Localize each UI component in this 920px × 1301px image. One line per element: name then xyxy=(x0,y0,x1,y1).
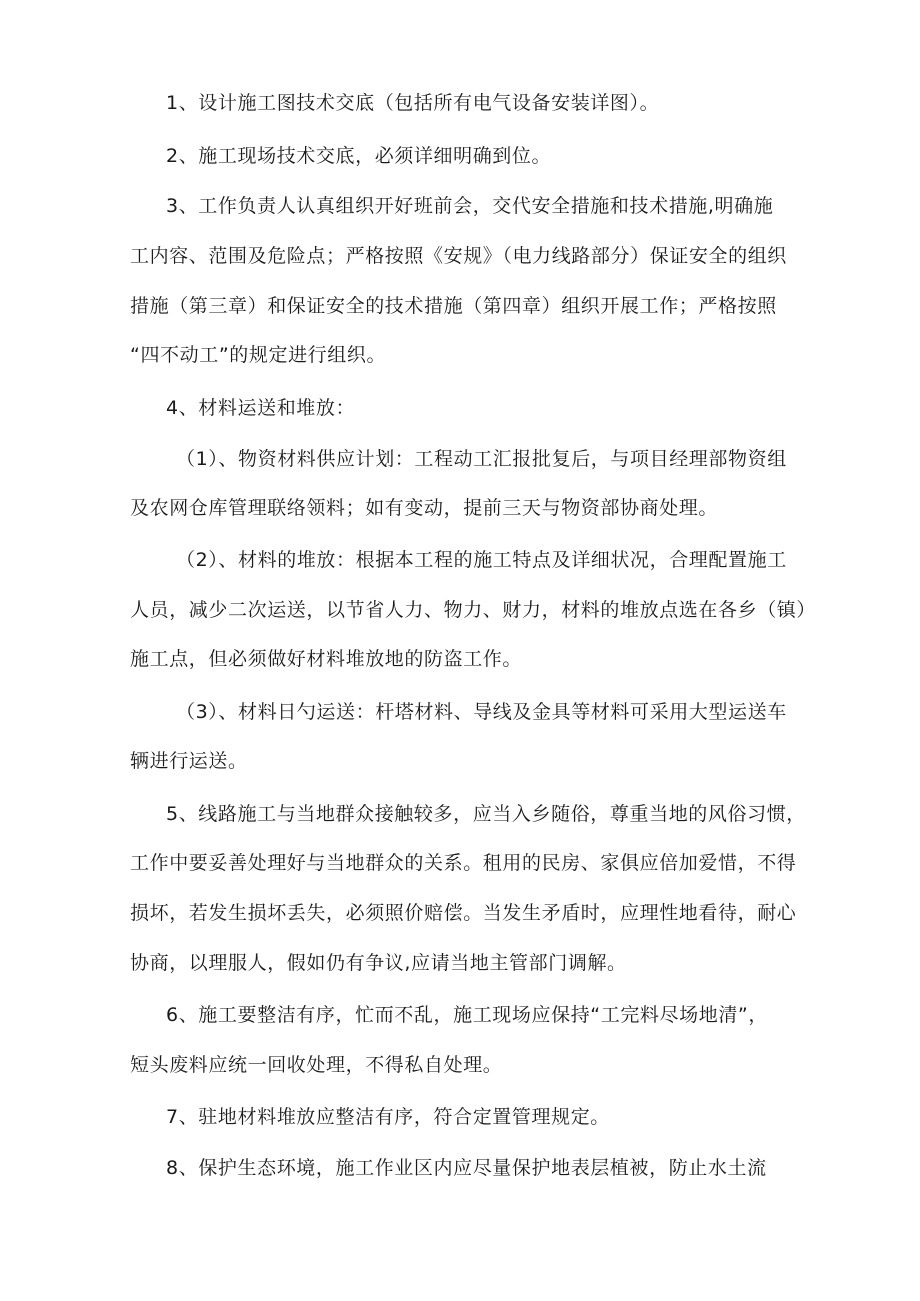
item-5-line-1: 5、线路施工与当地群众接触较多，应当入乡随俗，尊重当地的风俗习惯， xyxy=(166,803,806,825)
item-4-2-line-1: （2）、材料的堆放：根据本工程的施工特点及详细状况，合理配置施工 xyxy=(176,549,787,571)
item-5-line-3: 损坏，若发生损坏丢失，必须照价赔偿。当发生矛盾时，应理性地看待，耐心 xyxy=(130,902,797,924)
item-6-line-1: 6、施工要整洁有序，忙而不乱，施工现场应保持“工完料尽场地清”， xyxy=(166,1004,768,1026)
item-3-line-4: “四不动工”的规定进行组织。 xyxy=(130,344,387,366)
item-4-2-line-2: 人员，减少二次运送，以节省人力、物力、财力，材料的堆放点选在各乡（镇） xyxy=(130,599,817,621)
item-5-line-4: 协商，以理服人，假如仍有争议,应请当地主管部门调解。 xyxy=(130,952,627,974)
item-4-1-line-2: 及农网仓库管理联络领料；如有变动，提前三天与物资部协商处理。 xyxy=(130,497,719,519)
item-3-line-3: 措施（第三章）和保证安全的技术措施（第四章）组织开展工作；严格按照 xyxy=(130,295,777,317)
item-4-3-line-1: （3）、材料日勺运送：杆塔材料、导线及金具等材料可采用大型运送车 xyxy=(176,701,787,723)
item-1-line-1: 1、设计施工图技术交底（包括所有电气设备安装详图）。 xyxy=(166,92,660,114)
item-5-line-2: 工作中要妥善处理好与当地群众的关系。租用的民房、家俱应倍加爱惜，不得 xyxy=(130,852,797,874)
item-3-line-2: 工内容、范围及危险点；严格按照《安规》（电力线路部分）保证安全的组织 xyxy=(130,245,787,267)
item-7-line-1: 7、驻地材料堆放应整洁有序，符合定置管理规定。 xyxy=(166,1106,610,1128)
item-4-1-line-1: （1）、物资材料供应计划：工程动工汇报批复后，与项目经理部物资组 xyxy=(176,448,787,470)
item-2-line-1: 2、施工现场技术交底，必须详细明确到位。 xyxy=(166,145,552,167)
item-6-line-2: 短头废料应统一回收处理，不得私自处理。 xyxy=(130,1054,503,1076)
item-4-2-line-3: 施工点，但必须做好材料堆放地的防盗工作。 xyxy=(130,648,523,670)
item-3-line-1: 3、工作负责人认真组织开好班前会，交代安全措施和技术措施,明确施 xyxy=(166,195,774,217)
item-8-line-1: 8、保护生态环境，施工作业区内应尽量保护地表层植被，防止水土流 xyxy=(166,1157,767,1179)
item-4-3-line-2: 辆进行运送。 xyxy=(130,750,248,772)
item-4-line-1: 4、材料运送和堆放： xyxy=(166,397,356,419)
